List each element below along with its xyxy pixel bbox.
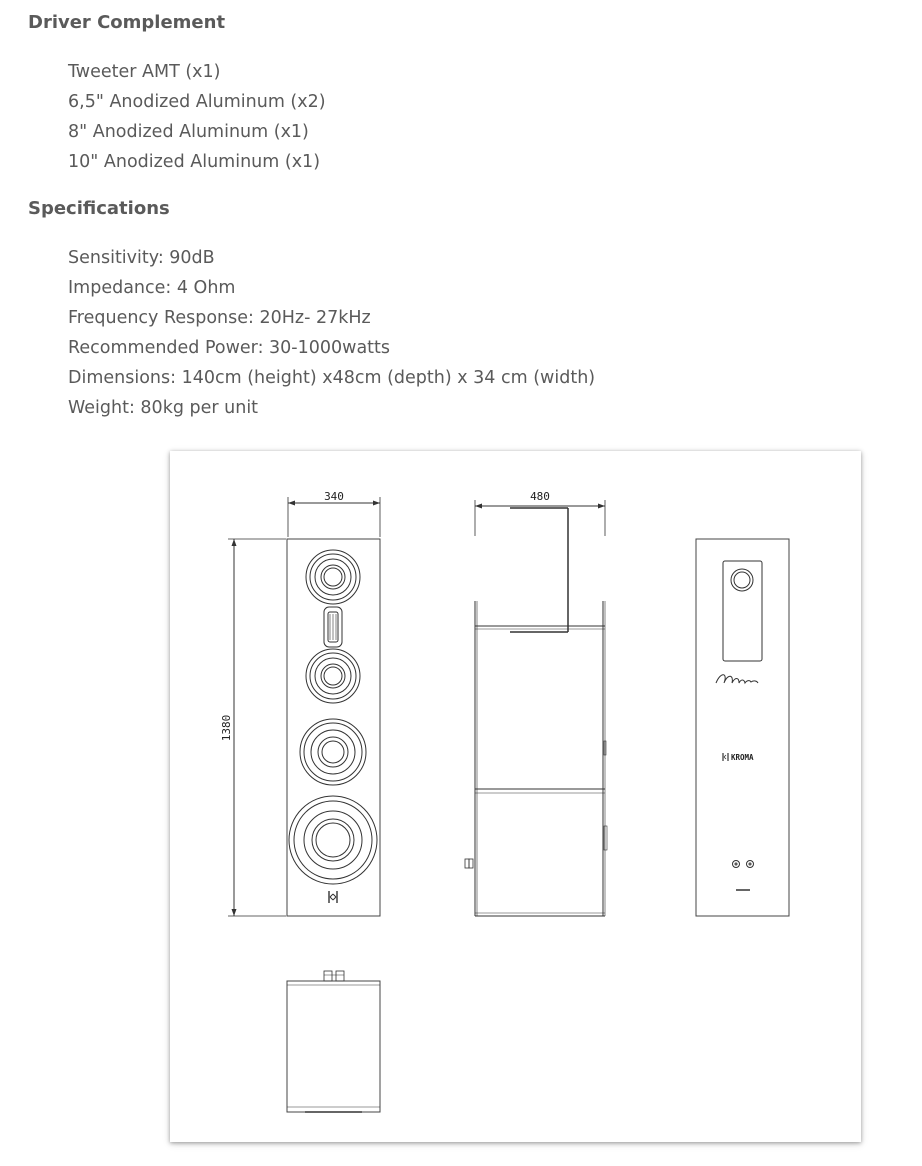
list-item: 10" Anodized Aluminum (x1) [68,152,321,172]
top-view [287,971,380,1112]
back-panel-plate [723,561,762,661]
list-item: Dimensions: 140cm (height) x48cm (depth) x 34 cm (width) [68,368,596,388]
driver-complement-heading: Driver Complement [28,12,226,33]
cabinet-top [287,981,380,1112]
back-brand-icon [723,753,728,761]
woofer-6-5-bottom [306,649,360,703]
list-item: Frequency Response: 20Hz- 27kHz [68,308,371,328]
depth-dimension-label: 480 [530,490,550,503]
amt-tweeter [324,607,342,647]
drawing-svg [170,451,861,1142]
speaker-technical-drawing [170,451,861,1142]
woofer-8 [300,719,366,785]
list-item: Tweeter AMT (x1) [68,62,221,82]
cabinet-front [287,539,380,916]
back-brand-label: KROMA [731,753,754,762]
list-item: 6,5" Anodized Aluminum (x2) [68,92,326,112]
cabinet-back [696,539,789,916]
specifications-list [68,243,595,423]
list-item: 8" Anodized Aluminum (x1) [68,122,309,142]
woofer-10 [289,796,377,884]
width-dimension-label: 340 [324,490,344,503]
front-logo-icon [329,891,337,903]
driver-list [68,57,326,177]
signature-label: Matilde [726,676,764,686]
specifications-heading: Specifications [28,198,170,219]
side-view [465,500,607,916]
woofer-6-5-top [306,550,360,604]
height-dimension-label: 1380 [220,714,233,742]
list-item: Impedance: 4 Ohm [68,278,236,298]
front-view [228,497,380,916]
list-item: Recommended Power: 30-1000watts [68,338,391,358]
list-item: Weight: 80kg per unit [68,398,259,418]
list-item: Sensitivity: 90dB [68,248,215,268]
back-view [696,539,789,916]
